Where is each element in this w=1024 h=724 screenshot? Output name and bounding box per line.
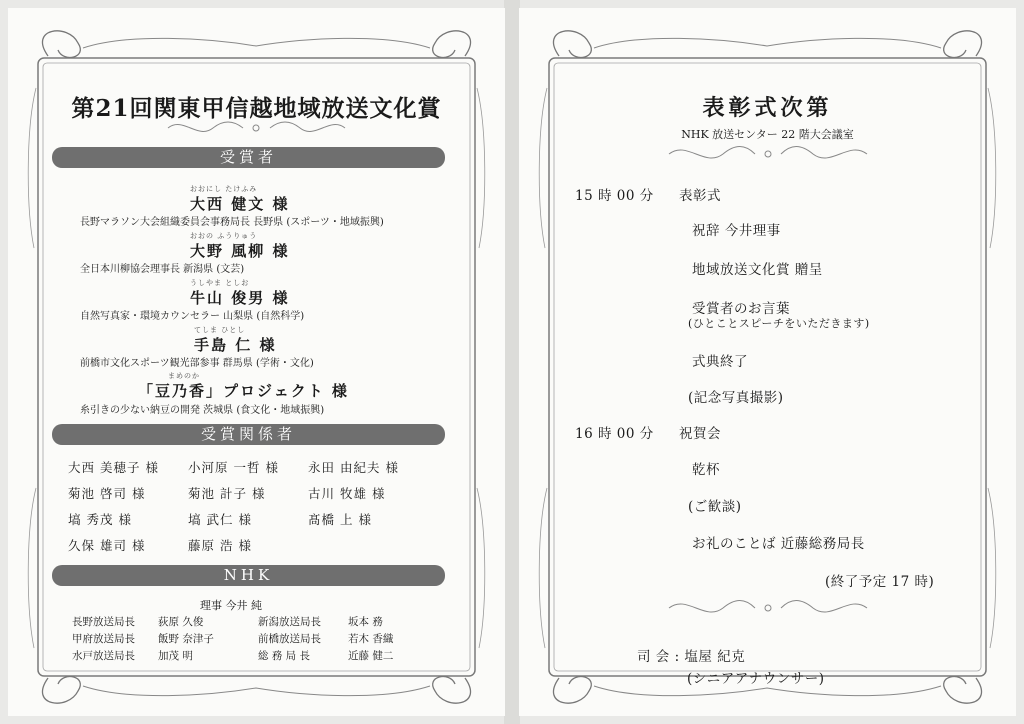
- recipient-desc: 前橋市文化スポーツ観光部参事 群馬県 (学術・文化): [80, 358, 314, 369]
- related-name: 菊池 計子 様: [188, 486, 266, 501]
- section-2: 祝賀会: [679, 426, 721, 442]
- page-title: 第21回関東甲信越地域放送文化賞: [71, 95, 442, 122]
- recipient-ruby: まめのか: [168, 372, 200, 380]
- scroll-flourish-icon: [669, 147, 867, 159]
- nhk-title: 前橋放送局長: [258, 633, 321, 645]
- time-1: 15 時 00 分: [575, 188, 654, 204]
- related-name: 久保 雄司 様: [68, 538, 146, 553]
- recipient-ruby: おおにし たけふみ: [190, 185, 258, 193]
- recipient-desc: 自然写真家・環境カウンセラー 山梨県 (自然科学): [80, 311, 305, 322]
- nhk-name: 若木 香織: [348, 633, 394, 645]
- venue-subtitle: NHK 放送センター 22 階大会議室: [681, 128, 854, 141]
- related-name: 菊池 啓司 様: [68, 486, 146, 501]
- recipient-name: 大西 健文 様: [190, 195, 290, 213]
- nhk-title: 総 務 局 長: [258, 650, 311, 662]
- program-note: (ひとことスピーチをいただきます): [688, 317, 870, 330]
- program-item: 式典終了: [692, 354, 748, 370]
- nhk-title: 甲府放送局長: [72, 633, 135, 645]
- recipients-header: 受賞者: [52, 147, 445, 168]
- left-page: [8, 8, 505, 716]
- nhk-title: 水戸放送局長: [72, 650, 135, 662]
- related-name: 古川 牧雄 様: [308, 486, 386, 501]
- mc-role: (シニアアナウンサー): [687, 671, 825, 687]
- related-name: 塙 武仁 様: [188, 512, 252, 527]
- time-2: 16 時 00 分: [575, 426, 654, 442]
- nhk-header: NHK: [52, 565, 445, 586]
- recipient-ruby: てしま ひとし: [194, 326, 246, 334]
- scroll-flourish-icon: [168, 122, 345, 131]
- end-note: (終了予定 17 時): [825, 574, 935, 590]
- program-item: 地域放送文化賞 贈呈: [692, 262, 823, 278]
- recipient-desc: 長野マラソン大会組織委員会事務局長 長野県 (スポーツ・地域振興): [80, 217, 384, 228]
- program-item: お礼のことば 近藤総務局長: [692, 536, 865, 552]
- recipient-name: 大野 風柳 様: [190, 242, 290, 260]
- recipient-desc: 全日本川柳協会理事長 新潟県 (文芸): [80, 264, 245, 275]
- program-title: 表彰式次第: [702, 95, 833, 121]
- related-name: 小河原 一哲 様: [188, 460, 279, 475]
- related-name: 藤原 浩 様: [188, 538, 252, 553]
- nhk-name: 荻原 久俊: [158, 616, 204, 628]
- nhk-name: 加茂 明: [158, 650, 193, 662]
- recipient-desc: 糸引きの少ない納豆の開発 茨城県 (食文化・地域振興): [80, 405, 325, 416]
- related-name: 永田 由紀夫 様: [308, 460, 399, 475]
- program-item: (記念写真撮影): [688, 390, 784, 406]
- book-spine: [504, 0, 520, 724]
- nhk-title: 長野放送局長: [72, 616, 135, 628]
- related-name: 髙橋 上 様: [308, 512, 372, 527]
- right-page: [519, 8, 1016, 716]
- scroll-flourish-icon: [669, 601, 867, 613]
- mc-label: 司 会 : 塩屋 紀克: [637, 649, 746, 665]
- nhk-name: 坂本 務: [348, 616, 383, 628]
- nhk-name: 近藤 健二: [348, 650, 394, 662]
- recipient-ruby: うしやま としお: [190, 279, 250, 287]
- nhk-title: 新潟放送局長: [258, 616, 321, 628]
- recipient-name: 牛山 俊男 様: [190, 289, 290, 307]
- recipient-name: 「豆乃香」プロジェクト 様: [138, 382, 349, 400]
- nhk-name: 飯野 奈津子: [158, 633, 214, 645]
- recipient-name: 手島 仁 様: [194, 336, 277, 354]
- section-1: 表彰式: [679, 188, 721, 204]
- related-name: 塙 秀茂 様: [68, 512, 132, 527]
- recipient-ruby: おおの ふうりゅう: [190, 232, 258, 240]
- program-item: 祝辞 今井理事: [692, 223, 781, 239]
- nhk-president: 理事 今井 純: [200, 599, 262, 612]
- related-name: 大西 美穂子 様: [68, 460, 159, 475]
- program-item: 受賞者のお言葉: [692, 301, 790, 317]
- related-header: 受賞関係者: [52, 424, 445, 445]
- program-item: (ご歓談): [688, 499, 742, 515]
- program-item: 乾杯: [692, 462, 720, 478]
